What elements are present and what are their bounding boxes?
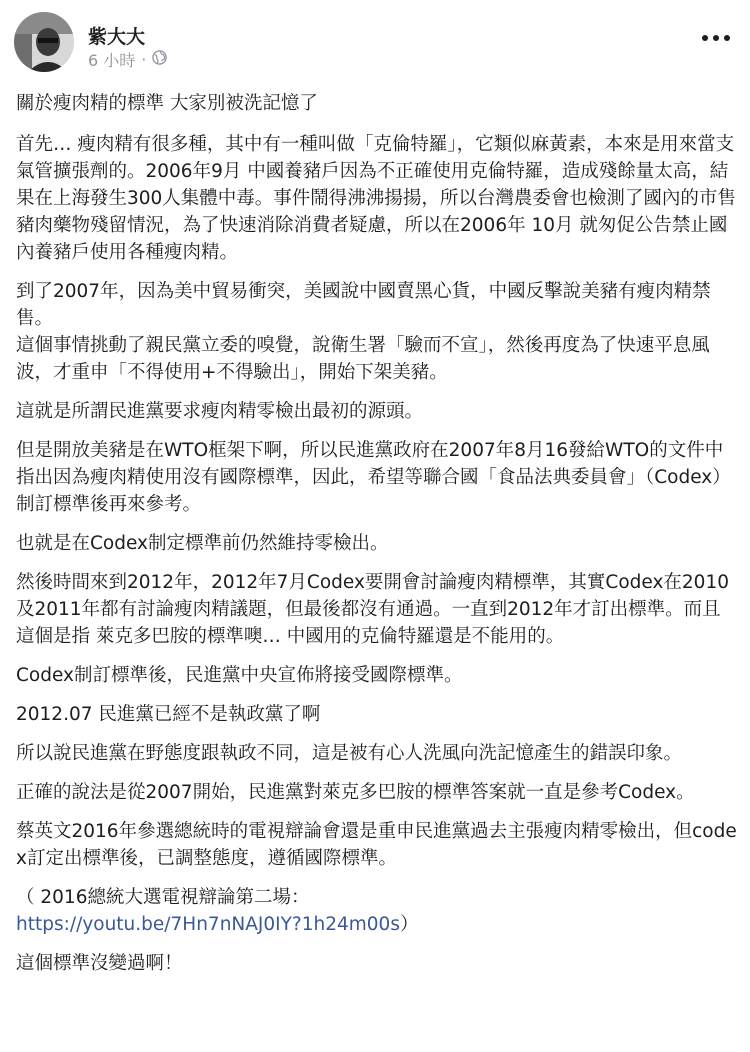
post-paragraph: Codex制訂標準後，民進黨中央宣佈將接受國際標準。: [16, 665, 463, 686]
post-header: [0, 0, 750, 84]
post-paragraph: 正確的說法是從2007開始，民進黨對萊克多巴胺的標準答案就一直是參考Codex。: [16, 782, 695, 803]
avatar-photo: [14, 12, 74, 72]
more-dot: [713, 35, 719, 41]
post-closing: 這個標準沒變過啊！: [16, 953, 183, 974]
post-title: 關於瘦肉精的標準 大家別被洗記憶了: [16, 93, 318, 114]
reference-paragraph: [16, 884, 738, 938]
globe-icon: [152, 50, 167, 69]
post-paragraph: 2012.07 民進黨已經不是執政黨了啊: [16, 704, 321, 725]
post-paragraph: 這就是所謂民進黨要求瘦肉精零檢出最初的源頭。: [16, 401, 424, 422]
meta-separator: ·: [141, 50, 147, 69]
more-dot: [724, 35, 730, 41]
post-paragraph: 然後時間來到2012年，2012年7月Codex要開會討論瘦肉精標準，其實Codex在2010及2011年都有討論瘦肉精議題，但最後都沒有通過。一直到2012年才訂出標準。而且這個是指 萊克多巴胺的標準噢… 中國用的克倫特羅還是不能用的。: [16, 572, 729, 647]
youtube-link[interactable]: https://youtu.be/7Hn7nNAJ0IY?1h24m00s: [16, 914, 400, 935]
post-body: [16, 90, 738, 989]
reference-open: （ 2016總統大選電視辯論第二場：: [16, 887, 310, 908]
post-timestamp[interactable]: 6 小時: [88, 51, 136, 70]
post-paragraph: 所以說民進黨在野態度跟執政不同，這是被有心人洗風向洗記憶產生的錯誤印象。: [16, 743, 683, 764]
author-name[interactable]: 紫大大: [88, 26, 146, 48]
more-options-button[interactable]: [702, 28, 730, 48]
post-paragraph: 首先… 瘦肉精有很多種，其中有一種叫做「克倫特羅」，它類似麻黃素，本來是用來當支氣管擴張劑的。2006年9月 中國養豬戶因為不正確使用克倫特羅，造成殘餘量太高，結果在上海發生300人集體中毒。事件鬧得沸沸揚揚，所以台灣農委會也檢測了國內的市售豬肉藥物殘留情況，為了快速消除消費者疑慮，所以在2006年 10月 就匆促公告禁止國內養豬戶使用各種瘦肉精。: [16, 134, 736, 263]
post-paragraph: 蔡英文2016年參選總統時的電視辯論會還是重申民進黨過去主張瘦肉精零檢出，但codex訂定出標準後，已調整態度，遵循國際標準。: [16, 821, 737, 869]
post-paragraph: 但是開放美豬是在WTO框架下啊，所以民進黨政府在2007年8月16發給WTO的文件中指出因為瘦肉精使用沒有國際標準，因此，希望等聯合國「食品法典委員會」（Codex）制訂標準後再來參考。: [16, 440, 731, 515]
post-paragraph: 到了2007年，因為美中貿易衝突，美國說中國賣黑心貨，中國反擊說美豬有瘦肉精禁售。 這個事情挑動了親民黨立委的嗅覺，說衛生署「驗而不宣」，然後再度為了快速平息風波，才重申「不得使用+不得驗出」，開始下架美豬。: [16, 281, 711, 383]
post-meta: [88, 48, 167, 71]
reference-close: ）: [399, 914, 419, 935]
post-paragraph: 也就是在Codex制定標準前仍然維持零檢出。: [16, 533, 389, 554]
author-avatar[interactable]: [14, 12, 74, 72]
more-dots-icon: [702, 35, 708, 41]
